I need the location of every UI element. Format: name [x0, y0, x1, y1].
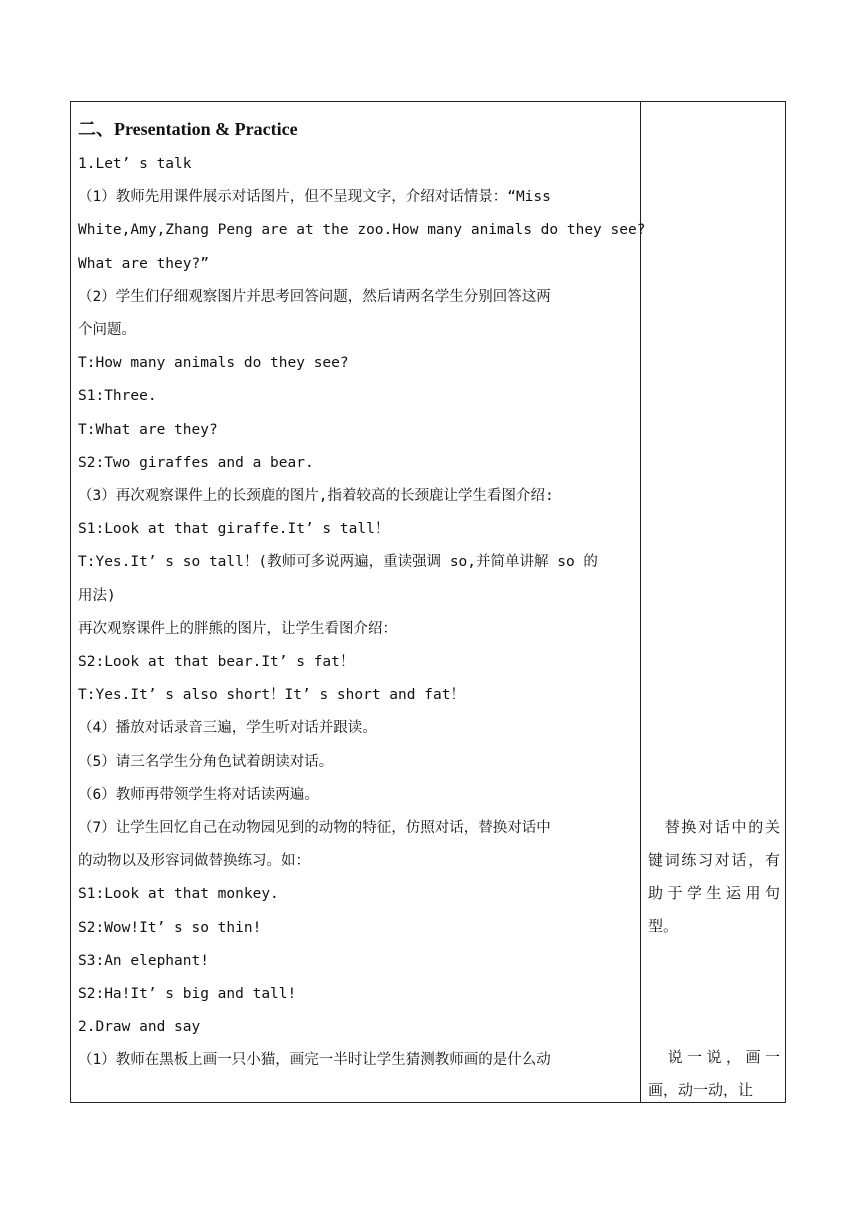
text-line: S2:Wow!It’ s so thin!: [78, 919, 262, 936]
text-line: 再次观察课件上的胖熊的图片，让学生看图介绍：: [78, 620, 397, 637]
text-line: （1）教师先用课件展示对话图片，但不呈现文字，介绍对话情景：“Miss: [78, 189, 551, 206]
text-line: T:Yes.It’ s also short！It’ s short and fat！: [78, 687, 465, 704]
text-line: S1:Look at that giraffe.It’ s tall！: [78, 521, 390, 538]
text-line: S3:An elephant!: [78, 952, 209, 969]
text-line: （7）让学生回忆自己在动物园见到的动物的特征，仿照对话，替换对话中: [78, 820, 551, 837]
text-line: （6）教师再带领学生将对话读两遍。: [78, 786, 319, 803]
text-line: T:How many animals do they see?: [78, 355, 349, 372]
text-line: 个问题。: [78, 322, 136, 339]
text-line: （3）再次观察课件上的长颈鹿的图片,指着较高的长颈鹿让学生看图介绍:: [78, 488, 554, 505]
text-line: 2.Draw and say: [78, 1019, 201, 1036]
text-line: 1.Let’ s talk: [78, 156, 192, 172]
design-note-substitution: 替换对话中的关键词练习对话，有助于学生运用句型。: [648, 818, 780, 935]
text-line: （4）播放对话录音三遍，学生听对话并跟读。: [78, 720, 377, 737]
text-line: S1:Look at that monkey.: [78, 886, 279, 903]
text-line: S1:Three.: [78, 388, 157, 405]
text-line: （5）请三名学生分角色试着朗读对话。: [78, 753, 334, 770]
text-line: White,Amy,Zhang Peng are at the zoo.How many animals do they see?: [78, 222, 646, 239]
text-line: （1）教师在黑板上画一只小猫，画完一半时让学生猜测教师画的是什么动: [78, 1052, 551, 1069]
text-line: S2:Ha!It’ s big and tall!: [78, 986, 297, 1003]
text-line: S2:Two giraffes and a bear.: [78, 454, 314, 471]
design-intent-cell: [641, 102, 786, 1103]
text-line: S2:Look at that bear.It’ s fat！: [78, 654, 355, 671]
text-line: 的动物以及形容词做替换练习。如：: [78, 853, 310, 870]
section-title: 二、Presentation & Practice: [78, 119, 298, 139]
procedure-cell: [71, 102, 646, 1103]
text-line: 用法): [78, 587, 116, 604]
text-line: What are they?”: [78, 255, 209, 272]
text-line: T:Yes.It’ s so tall！(教师可多说两遍，重读强调 so,并简单讲解 so 的: [78, 554, 598, 571]
lesson-plan-table: [70, 101, 786, 1103]
design-note-draw-and-say: 说一说，画一画，动一动，让: [648, 1048, 780, 1099]
text-line: （2）学生们仔细观察图片并思考回答问题，然后请两名学生分别回答这两: [78, 288, 551, 305]
text-line: T:What are they?: [78, 421, 218, 438]
